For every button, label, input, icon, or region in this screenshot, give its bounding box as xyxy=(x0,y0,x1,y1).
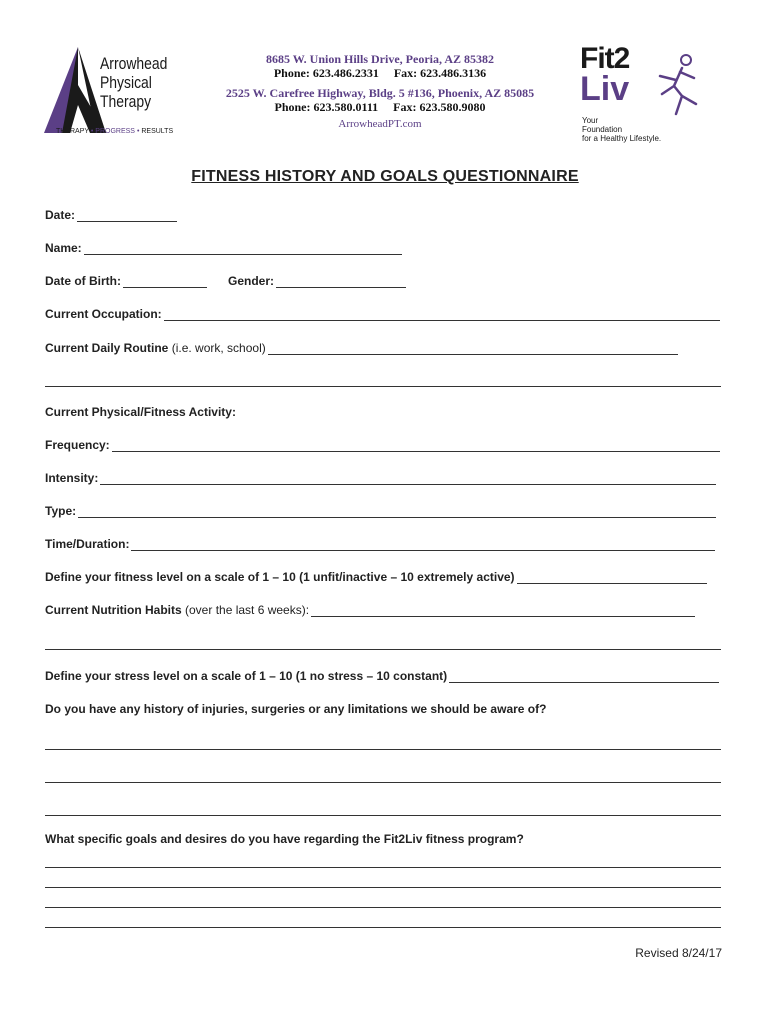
dob-line[interactable] xyxy=(123,275,207,288)
arrowhead-logo xyxy=(40,40,180,140)
nutrition-label: Current Nutrition Habits xyxy=(45,603,182,617)
address-line-4: Phone: 623.580.0111 Fax: 623.580.9080 xyxy=(274,100,486,114)
dob-field[interactable] xyxy=(45,272,207,288)
logo-liv: Liv xyxy=(580,70,630,108)
revision-date: Revised 8/24/17 xyxy=(635,946,722,960)
logo-tagline: THERAPY • PROGRESS • RESULTS xyxy=(56,128,174,135)
intensity-field[interactable] xyxy=(45,469,716,485)
stress-label: Define your stress level on a scale of 1 – 10 (1 no stress – 10 constant) xyxy=(45,669,448,683)
runner-icon xyxy=(652,54,704,120)
nutrition-line[interactable] xyxy=(311,604,695,617)
goals-line-4[interactable] xyxy=(45,926,721,928)
duration-field[interactable] xyxy=(45,535,715,551)
frequency-line[interactable] xyxy=(112,439,720,452)
address-line-2: Phone: 623.486.2331 Fax: 623.486.3136 xyxy=(273,66,487,80)
duration-line[interactable] xyxy=(131,538,715,551)
gender-line[interactable] xyxy=(276,275,406,288)
type-label: Type: xyxy=(45,504,77,518)
activity-heading: Current Physical/Fitness Activity: xyxy=(45,405,236,419)
name-label: Name: xyxy=(45,241,82,255)
fitness-level-label: Define your fitness level on a scale of 1 – 10 (1 unfit/inactive – 10 extremely active) xyxy=(45,570,515,584)
goals-line-2[interactable] xyxy=(45,886,721,888)
date-line[interactable] xyxy=(77,209,177,222)
date-label: Date: xyxy=(45,208,76,222)
logo-tag-1: Your xyxy=(582,116,599,125)
name-line[interactable] xyxy=(84,242,402,255)
injuries-question: Do you have any history of injuries, surgeries or any limitations we should be aware of? xyxy=(45,702,547,716)
nutrition-field[interactable] xyxy=(45,601,695,617)
duration-label: Time/Duration: xyxy=(45,537,130,551)
routine-label: Current Daily Routine xyxy=(45,341,169,355)
routine-hint: (i.e. work, school) xyxy=(171,341,266,355)
goals-line-1[interactable] xyxy=(45,866,721,868)
address-line-1: 8685 W. Union Hills Drive, Peoria, AZ 85382 xyxy=(265,52,494,66)
date-field[interactable] xyxy=(45,206,177,222)
logo-fit: Fit2 xyxy=(580,42,630,75)
intensity-label: Intensity: xyxy=(45,471,99,485)
page-title: FITNESS HISTORY AND GOALS QUESTIONNAIRE xyxy=(191,168,579,185)
name-field[interactable] xyxy=(45,239,402,255)
occupation-field[interactable] xyxy=(45,305,720,321)
nutrition-line-2[interactable] xyxy=(45,648,721,650)
intensity-line[interactable] xyxy=(100,472,716,485)
stress-line[interactable] xyxy=(449,670,719,683)
occupation-label: Current Occupation: xyxy=(45,307,162,321)
injuries-line-2[interactable] xyxy=(45,781,721,783)
goals-question: What specific goals and desires do you have regarding the Fit2Liv fitness program? xyxy=(45,832,524,846)
goals-line-3[interactable] xyxy=(45,906,721,908)
injuries-line-3[interactable] xyxy=(45,814,721,816)
gender-field[interactable] xyxy=(228,272,406,288)
fitness-level-field[interactable] xyxy=(45,568,707,584)
routine-line-2[interactable] xyxy=(45,385,721,387)
logo-line-1: Arrowhead xyxy=(100,54,168,73)
logo-tag-2: Foundation xyxy=(582,125,623,134)
type-line[interactable] xyxy=(78,505,716,518)
stress-field[interactable] xyxy=(45,667,719,683)
address-block xyxy=(190,52,570,131)
routine-field[interactable] xyxy=(45,339,678,355)
frequency-field[interactable] xyxy=(45,436,720,452)
website-link[interactable]: ArrowheadPT.com xyxy=(338,118,422,130)
frequency-label: Frequency: xyxy=(45,438,110,452)
dob-label: Date of Birth: xyxy=(45,274,121,288)
routine-line[interactable] xyxy=(268,342,678,355)
fitness-level-line[interactable] xyxy=(517,571,707,584)
fit2liv-logo xyxy=(580,44,730,148)
occupation-line[interactable] xyxy=(164,308,720,321)
gender-label: Gender: xyxy=(228,274,275,288)
address-line-3: 2525 W. Carefree Highway, Bldg. 5 #136, Phoenix, AZ 85085 xyxy=(225,86,535,100)
nutrition-hint: (over the last 6 weeks): xyxy=(185,603,310,617)
logo-line-3: Therapy xyxy=(100,92,152,111)
injuries-line-1[interactable] xyxy=(45,748,721,750)
logo-tag-3: for a Healthy Lifestyle. xyxy=(582,134,662,143)
type-field[interactable] xyxy=(45,502,716,518)
logo-line-2: Physical xyxy=(100,73,152,92)
